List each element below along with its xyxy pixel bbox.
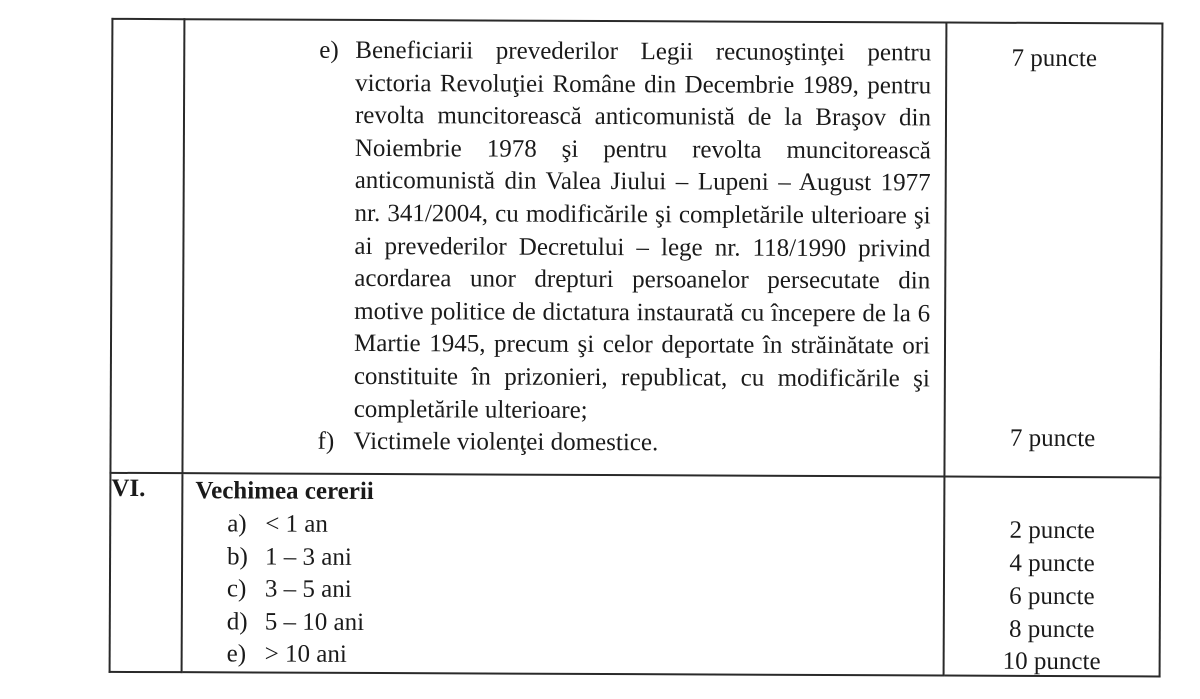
option-label: d)	[226, 607, 248, 635]
option-text: 1 – 3 ani	[265, 543, 352, 571]
list-item	[227, 508, 933, 544]
section-number: VI.	[110, 473, 183, 672]
option-text: 5 – 10 ani	[264, 608, 365, 636]
points-cell	[944, 23, 1162, 478]
options-list	[195, 508, 934, 674]
option-text: 3 – 5 ani	[264, 575, 352, 603]
points-value: 7 puncte	[1009, 424, 1096, 453]
section-title: Vechimea cererii	[195, 477, 374, 506]
list-item	[227, 606, 933, 642]
description-cell	[182, 19, 946, 476]
item-label: f)	[317, 427, 335, 455]
scoring-table	[109, 18, 1164, 677]
points-value: 10 puncte	[1002, 647, 1101, 676]
option-text: < 1 an	[265, 510, 328, 538]
option-label: c)	[226, 575, 247, 603]
list-item	[227, 541, 933, 577]
points-value: 4 puncte	[1009, 549, 1095, 578]
list-item	[227, 573, 933, 609]
section-number-cell	[110, 19, 184, 473]
item-label: e)	[319, 36, 339, 64]
option-text: > 10 ani	[264, 640, 347, 668]
points-value: 6 puncte	[1009, 582, 1095, 611]
option-label: e)	[226, 640, 247, 668]
option-label: a)	[227, 510, 247, 538]
list-item	[318, 35, 932, 429]
list-item	[318, 426, 930, 461]
points-cell	[944, 477, 1161, 676]
description-cell	[182, 473, 945, 675]
table-row	[110, 19, 1162, 478]
points-value: 2 puncte	[1009, 516, 1095, 545]
points-value: 8 puncte	[1009, 615, 1095, 644]
list-item	[227, 638, 933, 674]
option-label: b)	[227, 542, 248, 570]
table-row	[110, 473, 1161, 676]
item-text: Victimele violenţei domestice.	[353, 428, 659, 457]
points-value: 7 puncte	[1011, 44, 1098, 73]
item-text: Beneficiarii prevederilor Legii recunoştinţei pentru victoria Revoluţiei Române din Decembrie 1989, pentru revolta muncitorească anticomunistă de la Braşov din Noiembrie 1978 şi pentru revolta muncitorească anticomunistă din Valea Jiului – Lupeni – August 1977 nr. 341/2004, cu modificările şi completările ulterioare şi ai prevederilor Decretului – lege nr. 118/1990 privind acordarea unor drepturi persoanelor persecutate din motive politice de dictatura instaurată cu începere de la 6 Martie 1945, precum şi celor deportate în străinătate ori constituite în prizonieri, republicat, cu modificările şi completările ulterioare;	[353, 36, 932, 424]
